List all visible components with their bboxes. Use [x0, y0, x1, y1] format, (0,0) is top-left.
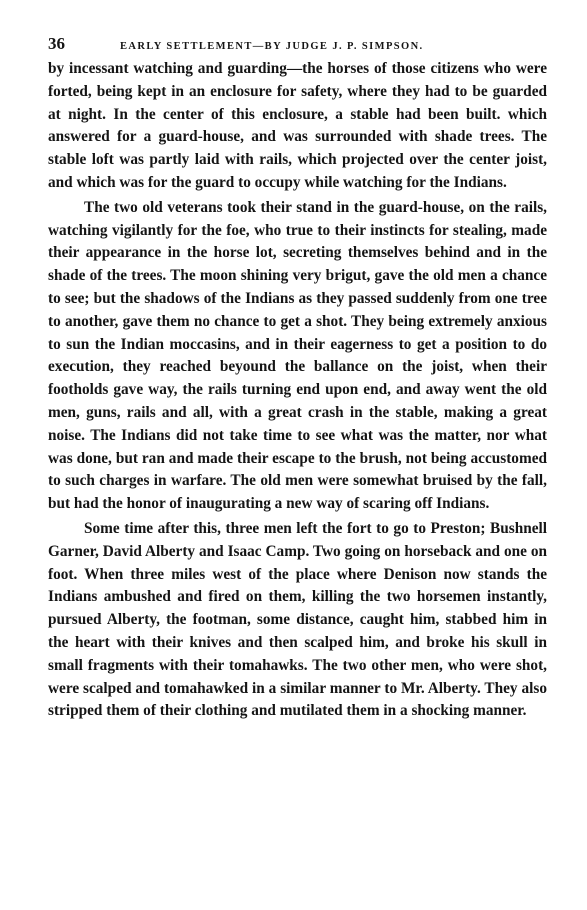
body-text: [48, 58, 547, 723]
running-title: EARLY SETTLEMENT—BY JUDGE J. P. SIMPSON.: [120, 41, 424, 52]
paragraph: by incessant watching and guarding—the horses of those citizens who were forted, being kept in an enclosure for safety, where they had to be guarded at night. In the center of this enclosure, a stable had been built. which answered for a guard-house, and was surrounded with shade trees. The stable loft was partly laid with rails, which projected over the center joist, and which was for the guard to occupy while watching for the Indians.: [48, 60, 547, 191]
paragraph: Some time after this, three men left the fort to go to Preston; Bushnell Garner, David Alberty and Isaac Camp. Two going on horseback and one on foot. When three miles west of the place where Denison now stands the Indians ambushed and fired on them, killing the two horsemen instantly, pursued Alberty, the footman, some distance, caught him, stabbed him in the heart with their knives and then scalped him, and broke his skull in small fragments with their tomahawks. The two other men, who were shot, were scalped and tomahawked in a similar manner to Mr. Alberty. They also stripped them of their clothing and mutilated them in a shocking manner.: [48, 519, 547, 720]
paragraph: The two old veterans took their stand in the guard-house, on the rails, watching vigilantly for the foe, who true to their instincts for stealing, made their appearance in the horse lot, secreting themselves behind and in the shade of the trees. The moon shining very brigut, gave the old men a chance to see; but the shadows of the Indians as they passed suddenly from one tree to another, gave them no chance to get a shot. They being extremely anxious to sun the Indian moccasins, and in their eagerness to get a position to do execution, they reached beyound the ballance on the joist, when their footholds gave way, the rails turning end upon end, and away went the old men, guns, rails and all, with a great crash in the stable, making a great noise. The Indians did not take time to see what was the matter, nor what was done, but ran and made their escape to the brush, not being accustomed to such charges in warfare. The old men were somewhat bruised by the fall, but had the honor of inaugurating a new way of scaring off Indians.: [48, 198, 547, 513]
page-number: 36: [48, 34, 65, 53]
running-head: [48, 34, 547, 56]
